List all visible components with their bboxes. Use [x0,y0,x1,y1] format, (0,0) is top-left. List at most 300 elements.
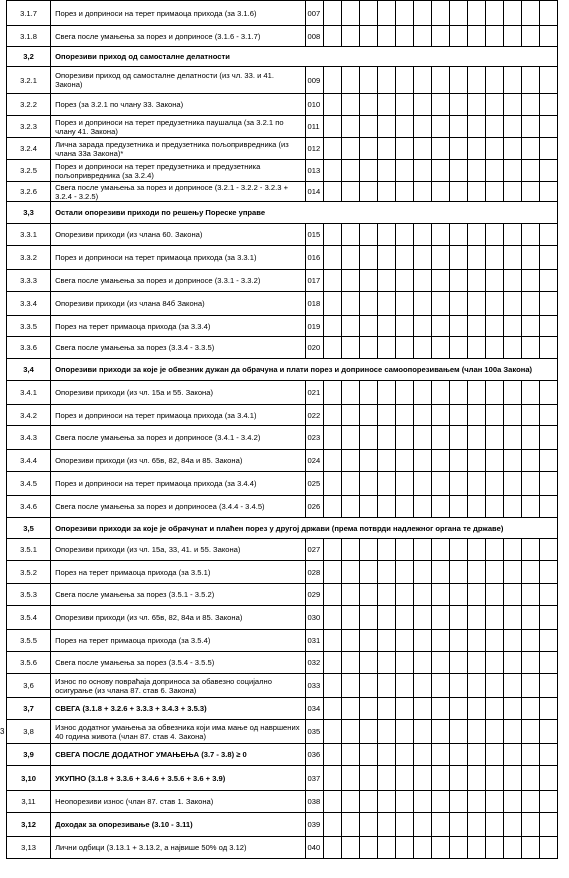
amount-digit-cell[interactable] [467,496,485,518]
amount-digit-cell[interactable] [467,381,485,405]
amount-digit-cell[interactable] [323,652,341,674]
amount-digit-cell[interactable] [431,539,449,561]
amount-digit-cell[interactable] [539,837,557,859]
amount-digit-cell[interactable] [449,539,467,561]
amount-digit-cell[interactable] [467,766,485,791]
amount-digit-cell[interactable] [359,766,377,791]
amount-digit-cell[interactable] [359,292,377,316]
amount-digit-cell[interactable] [323,496,341,518]
amount-digit-cell[interactable] [467,472,485,496]
amount-digit-cell[interactable] [377,316,395,337]
amount-digit-cell[interactable] [431,138,449,160]
amount-digit-cell[interactable] [359,381,377,405]
amount-digit-cell[interactable] [377,337,395,359]
amount-digit-cell[interactable] [359,182,377,202]
amount-digit-cell[interactable] [323,26,341,47]
amount-digit-cell[interactable] [485,652,503,674]
amount-digit-cell[interactable] [539,160,557,182]
amount-digit-cell[interactable] [539,224,557,246]
amount-digit-cell[interactable] [395,472,413,496]
amount-digit-cell[interactable] [539,405,557,426]
amount-digit-cell[interactable] [449,496,467,518]
amount-digit-cell[interactable] [485,381,503,405]
amount-digit-cell[interactable] [395,766,413,791]
amount-digit-cell[interactable] [395,67,413,94]
amount-digit-cell[interactable] [395,652,413,674]
amount-digit-cell[interactable] [359,720,377,744]
amount-digit-cell[interactable] [539,67,557,94]
amount-digit-cell[interactable] [323,630,341,652]
amount-digit-cell[interactable] [449,138,467,160]
amount-digit-cell[interactable] [539,674,557,698]
amount-digit-cell[interactable] [503,674,521,698]
amount-digit-cell[interactable] [521,246,539,270]
amount-digit-cell[interactable] [449,561,467,584]
amount-digit-cell[interactable] [503,698,521,720]
amount-digit-cell[interactable] [413,1,431,26]
amount-digit-cell[interactable] [449,791,467,813]
amount-digit-cell[interactable] [449,337,467,359]
amount-digit-cell[interactable] [485,67,503,94]
amount-digit-cell[interactable] [503,561,521,584]
amount-digit-cell[interactable] [503,652,521,674]
amount-digit-cell[interactable] [413,813,431,837]
amount-digit-cell[interactable] [413,606,431,630]
amount-digit-cell[interactable] [395,791,413,813]
amount-digit-cell[interactable] [449,270,467,292]
amount-digit-cell[interactable] [341,674,359,698]
amount-digit-cell[interactable] [521,674,539,698]
amount-digit-cell[interactable] [503,182,521,202]
amount-digit-cell[interactable] [413,26,431,47]
amount-digit-cell[interactable] [341,160,359,182]
amount-digit-cell[interactable] [341,496,359,518]
amount-digit-cell[interactable] [485,426,503,450]
amount-digit-cell[interactable] [467,674,485,698]
amount-digit-cell[interactable] [521,472,539,496]
amount-digit-cell[interactable] [377,606,395,630]
amount-digit-cell[interactable] [413,720,431,744]
amount-digit-cell[interactable] [431,766,449,791]
amount-digit-cell[interactable] [503,405,521,426]
amount-digit-cell[interactable] [359,561,377,584]
amount-digit-cell[interactable] [341,224,359,246]
amount-digit-cell[interactable] [395,426,413,450]
amount-digit-cell[interactable] [521,561,539,584]
amount-digit-cell[interactable] [521,766,539,791]
amount-digit-cell[interactable] [323,94,341,116]
amount-digit-cell[interactable] [485,160,503,182]
amount-digit-cell[interactable] [467,426,485,450]
amount-digit-cell[interactable] [359,1,377,26]
amount-digit-cell[interactable] [359,246,377,270]
amount-digit-cell[interactable] [323,224,341,246]
amount-digit-cell[interactable] [323,160,341,182]
amount-digit-cell[interactable] [539,426,557,450]
amount-digit-cell[interactable] [323,316,341,337]
amount-digit-cell[interactable] [413,766,431,791]
amount-digit-cell[interactable] [395,224,413,246]
amount-digit-cell[interactable] [323,720,341,744]
amount-digit-cell[interactable] [485,405,503,426]
amount-digit-cell[interactable] [467,652,485,674]
amount-digit-cell[interactable] [377,160,395,182]
amount-digit-cell[interactable] [413,450,431,472]
amount-digit-cell[interactable] [413,116,431,138]
amount-digit-cell[interactable] [377,450,395,472]
amount-digit-cell[interactable] [323,539,341,561]
amount-digit-cell[interactable] [377,426,395,450]
amount-digit-cell[interactable] [485,561,503,584]
amount-digit-cell[interactable] [467,606,485,630]
amount-digit-cell[interactable] [485,606,503,630]
amount-digit-cell[interactable] [341,791,359,813]
amount-digit-cell[interactable] [539,381,557,405]
amount-digit-cell[interactable] [521,405,539,426]
amount-digit-cell[interactable] [467,160,485,182]
amount-digit-cell[interactable] [521,94,539,116]
amount-digit-cell[interactable] [539,561,557,584]
amount-digit-cell[interactable] [413,426,431,450]
amount-digit-cell[interactable] [467,450,485,472]
amount-digit-cell[interactable] [503,116,521,138]
amount-digit-cell[interactable] [413,744,431,766]
amount-digit-cell[interactable] [449,698,467,720]
amount-digit-cell[interactable] [377,405,395,426]
amount-digit-cell[interactable] [539,292,557,316]
amount-digit-cell[interactable] [467,316,485,337]
amount-digit-cell[interactable] [467,720,485,744]
amount-digit-cell[interactable] [413,539,431,561]
amount-digit-cell[interactable] [341,837,359,859]
amount-digit-cell[interactable] [395,698,413,720]
amount-digit-cell[interactable] [521,584,539,606]
amount-digit-cell[interactable] [359,837,377,859]
amount-digit-cell[interactable] [413,584,431,606]
amount-digit-cell[interactable] [359,138,377,160]
amount-digit-cell[interactable] [323,138,341,160]
amount-digit-cell[interactable] [323,561,341,584]
amount-digit-cell[interactable] [539,182,557,202]
amount-digit-cell[interactable] [341,744,359,766]
amount-digit-cell[interactable] [503,837,521,859]
amount-digit-cell[interactable] [485,270,503,292]
amount-digit-cell[interactable] [341,138,359,160]
amount-digit-cell[interactable] [395,246,413,270]
amount-digit-cell[interactable] [503,67,521,94]
amount-digit-cell[interactable] [395,94,413,116]
amount-digit-cell[interactable] [413,160,431,182]
amount-digit-cell[interactable] [377,182,395,202]
amount-digit-cell[interactable] [341,720,359,744]
amount-digit-cell[interactable] [485,837,503,859]
amount-digit-cell[interactable] [377,720,395,744]
amount-digit-cell[interactable] [503,584,521,606]
amount-digit-cell[interactable] [503,1,521,26]
amount-digit-cell[interactable] [377,381,395,405]
amount-digit-cell[interactable] [449,674,467,698]
amount-digit-cell[interactable] [521,270,539,292]
amount-digit-cell[interactable] [341,698,359,720]
amount-digit-cell[interactable] [467,791,485,813]
amount-digit-cell[interactable] [341,766,359,791]
amount-digit-cell[interactable] [341,426,359,450]
amount-digit-cell[interactable] [359,94,377,116]
amount-digit-cell[interactable] [413,246,431,270]
amount-digit-cell[interactable] [323,426,341,450]
amount-digit-cell[interactable] [359,116,377,138]
amount-digit-cell[interactable] [449,67,467,94]
amount-digit-cell[interactable] [485,26,503,47]
amount-digit-cell[interactable] [539,270,557,292]
amount-digit-cell[interactable] [431,450,449,472]
amount-digit-cell[interactable] [341,67,359,94]
amount-digit-cell[interactable] [521,292,539,316]
amount-digit-cell[interactable] [539,606,557,630]
amount-digit-cell[interactable] [413,791,431,813]
amount-digit-cell[interactable] [485,791,503,813]
amount-digit-cell[interactable] [503,539,521,561]
amount-digit-cell[interactable] [359,426,377,450]
amount-digit-cell[interactable] [359,472,377,496]
amount-digit-cell[interactable] [323,674,341,698]
amount-digit-cell[interactable] [359,224,377,246]
amount-digit-cell[interactable] [449,584,467,606]
amount-digit-cell[interactable] [503,26,521,47]
amount-digit-cell[interactable] [431,791,449,813]
amount-digit-cell[interactable] [377,539,395,561]
amount-digit-cell[interactable] [431,837,449,859]
amount-digit-cell[interactable] [467,182,485,202]
amount-digit-cell[interactable] [413,292,431,316]
amount-digit-cell[interactable] [323,270,341,292]
amount-digit-cell[interactable] [449,426,467,450]
amount-digit-cell[interactable] [395,182,413,202]
amount-digit-cell[interactable] [539,766,557,791]
amount-digit-cell[interactable] [467,270,485,292]
amount-digit-cell[interactable] [431,584,449,606]
amount-digit-cell[interactable] [413,270,431,292]
amount-digit-cell[interactable] [485,337,503,359]
amount-digit-cell[interactable] [431,67,449,94]
amount-digit-cell[interactable] [341,539,359,561]
amount-digit-cell[interactable] [449,116,467,138]
amount-digit-cell[interactable] [521,182,539,202]
amount-digit-cell[interactable] [449,837,467,859]
amount-digit-cell[interactable] [341,337,359,359]
amount-digit-cell[interactable] [359,160,377,182]
amount-digit-cell[interactable] [413,405,431,426]
amount-digit-cell[interactable] [395,405,413,426]
amount-digit-cell[interactable] [503,450,521,472]
amount-digit-cell[interactable] [341,316,359,337]
amount-digit-cell[interactable] [395,381,413,405]
amount-digit-cell[interactable] [449,720,467,744]
amount-digit-cell[interactable] [395,138,413,160]
amount-digit-cell[interactable] [359,791,377,813]
amount-digit-cell[interactable] [467,405,485,426]
amount-digit-cell[interactable] [341,94,359,116]
amount-digit-cell[interactable] [395,744,413,766]
amount-digit-cell[interactable] [323,606,341,630]
amount-digit-cell[interactable] [395,837,413,859]
amount-digit-cell[interactable] [521,539,539,561]
amount-digit-cell[interactable] [341,182,359,202]
amount-digit-cell[interactable] [395,720,413,744]
amount-digit-cell[interactable] [341,652,359,674]
amount-digit-cell[interactable] [521,630,539,652]
amount-digit-cell[interactable] [503,472,521,496]
amount-digit-cell[interactable] [485,496,503,518]
amount-digit-cell[interactable] [431,813,449,837]
amount-digit-cell[interactable] [431,561,449,584]
amount-digit-cell[interactable] [449,1,467,26]
amount-digit-cell[interactable] [377,766,395,791]
amount-digit-cell[interactable] [395,496,413,518]
amount-digit-cell[interactable] [431,270,449,292]
amount-digit-cell[interactable] [341,1,359,26]
amount-digit-cell[interactable] [539,744,557,766]
amount-digit-cell[interactable] [431,224,449,246]
amount-digit-cell[interactable] [485,224,503,246]
amount-digit-cell[interactable] [395,292,413,316]
amount-digit-cell[interactable] [323,1,341,26]
amount-digit-cell[interactable] [341,270,359,292]
amount-digit-cell[interactable] [323,791,341,813]
amount-digit-cell[interactable] [359,606,377,630]
amount-digit-cell[interactable] [431,381,449,405]
amount-digit-cell[interactable] [449,224,467,246]
amount-digit-cell[interactable] [395,630,413,652]
amount-digit-cell[interactable] [467,584,485,606]
amount-digit-cell[interactable] [359,813,377,837]
amount-digit-cell[interactable] [485,539,503,561]
amount-digit-cell[interactable] [431,472,449,496]
amount-digit-cell[interactable] [467,138,485,160]
amount-digit-cell[interactable] [539,94,557,116]
amount-digit-cell[interactable] [467,630,485,652]
amount-digit-cell[interactable] [467,561,485,584]
amount-digit-cell[interactable] [503,224,521,246]
amount-digit-cell[interactable] [467,224,485,246]
amount-digit-cell[interactable] [521,116,539,138]
amount-digit-cell[interactable] [341,26,359,47]
amount-digit-cell[interactable] [449,381,467,405]
amount-digit-cell[interactable] [485,94,503,116]
amount-digit-cell[interactable] [485,292,503,316]
amount-digit-cell[interactable] [539,539,557,561]
amount-digit-cell[interactable] [467,698,485,720]
amount-digit-cell[interactable] [431,744,449,766]
amount-digit-cell[interactable] [359,539,377,561]
amount-digit-cell[interactable] [467,744,485,766]
amount-digit-cell[interactable] [521,450,539,472]
amount-digit-cell[interactable] [431,698,449,720]
amount-digit-cell[interactable] [521,813,539,837]
amount-digit-cell[interactable] [449,450,467,472]
amount-digit-cell[interactable] [377,1,395,26]
amount-digit-cell[interactable] [521,496,539,518]
amount-digit-cell[interactable] [377,292,395,316]
amount-digit-cell[interactable] [377,813,395,837]
amount-digit-cell[interactable] [395,116,413,138]
amount-digit-cell[interactable] [503,630,521,652]
amount-digit-cell[interactable] [485,116,503,138]
amount-digit-cell[interactable] [485,450,503,472]
amount-digit-cell[interactable] [359,26,377,47]
amount-digit-cell[interactable] [449,292,467,316]
amount-digit-cell[interactable] [341,292,359,316]
amount-digit-cell[interactable] [431,182,449,202]
amount-digit-cell[interactable] [485,674,503,698]
amount-digit-cell[interactable] [359,337,377,359]
amount-digit-cell[interactable] [467,837,485,859]
amount-digit-cell[interactable] [521,224,539,246]
amount-digit-cell[interactable] [323,450,341,472]
amount-digit-cell[interactable] [377,67,395,94]
amount-digit-cell[interactable] [485,630,503,652]
amount-digit-cell[interactable] [395,584,413,606]
amount-digit-cell[interactable] [323,337,341,359]
amount-digit-cell[interactable] [503,270,521,292]
amount-digit-cell[interactable] [521,720,539,744]
amount-digit-cell[interactable] [539,337,557,359]
amount-digit-cell[interactable] [431,292,449,316]
amount-digit-cell[interactable] [449,606,467,630]
amount-digit-cell[interactable] [413,381,431,405]
amount-digit-cell[interactable] [521,426,539,450]
amount-digit-cell[interactable] [377,561,395,584]
amount-digit-cell[interactable] [413,472,431,496]
amount-digit-cell[interactable] [485,316,503,337]
amount-digit-cell[interactable] [503,496,521,518]
amount-digit-cell[interactable] [449,472,467,496]
amount-digit-cell[interactable] [485,744,503,766]
amount-digit-cell[interactable] [449,405,467,426]
amount-digit-cell[interactable] [377,26,395,47]
amount-digit-cell[interactable] [449,744,467,766]
amount-digit-cell[interactable] [503,766,521,791]
amount-digit-cell[interactable] [359,744,377,766]
amount-digit-cell[interactable] [467,246,485,270]
amount-digit-cell[interactable] [521,652,539,674]
amount-digit-cell[interactable] [521,606,539,630]
amount-digit-cell[interactable] [377,116,395,138]
amount-digit-cell[interactable] [449,630,467,652]
amount-digit-cell[interactable] [503,246,521,270]
amount-digit-cell[interactable] [521,337,539,359]
amount-digit-cell[interactable] [359,698,377,720]
amount-digit-cell[interactable] [431,160,449,182]
amount-digit-cell[interactable] [377,472,395,496]
amount-digit-cell[interactable] [539,720,557,744]
amount-digit-cell[interactable] [341,116,359,138]
amount-digit-cell[interactable] [449,94,467,116]
amount-digit-cell[interactable] [359,405,377,426]
amount-digit-cell[interactable] [323,837,341,859]
amount-digit-cell[interactable] [539,450,557,472]
amount-digit-cell[interactable] [377,698,395,720]
amount-digit-cell[interactable] [539,138,557,160]
amount-digit-cell[interactable] [377,652,395,674]
amount-digit-cell[interactable] [395,316,413,337]
amount-digit-cell[interactable] [521,791,539,813]
amount-digit-cell[interactable] [431,337,449,359]
amount-digit-cell[interactable] [503,813,521,837]
amount-digit-cell[interactable] [359,270,377,292]
amount-digit-cell[interactable] [467,337,485,359]
amount-digit-cell[interactable] [377,837,395,859]
